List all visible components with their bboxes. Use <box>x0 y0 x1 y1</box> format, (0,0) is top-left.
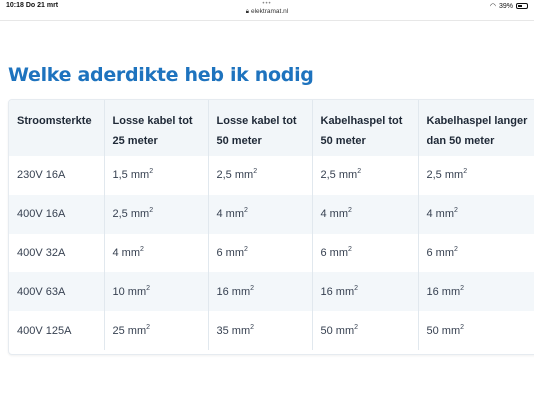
cell-value: 10 mm <box>112 285 147 298</box>
unit-superscript: 2 <box>460 323 465 331</box>
table-row <box>9 272 534 311</box>
cell-value: 4 mm <box>216 208 244 221</box>
unit-superscript: 2 <box>354 323 359 331</box>
toolbar-divider <box>0 20 534 21</box>
cell-value: 400V 125A <box>17 324 72 337</box>
cell-value: 6 mm <box>426 246 454 259</box>
cell-value: 35 mm <box>216 324 251 337</box>
unit-superscript: 2 <box>463 168 468 176</box>
cell-value: 16 mm <box>426 285 461 298</box>
header-current: Stroomsterkte <box>9 100 104 156</box>
cell-value: 16 mm <box>320 285 355 298</box>
battery-percent: 39% <box>498 2 513 10</box>
unit-superscript: 2 <box>454 207 458 215</box>
address-bar[interactable] <box>0 0 534 20</box>
wire-size-cell <box>312 272 418 311</box>
cell-value: 16 mm <box>216 285 251 298</box>
wire-size-cell <box>418 234 534 273</box>
cell-value: 2,5 mm <box>112 208 150 221</box>
current-cell <box>9 156 104 195</box>
wifi-icon: ◠ <box>489 3 496 10</box>
current-cell <box>9 272 104 311</box>
current-cell <box>9 311 104 350</box>
wire-size-table <box>8 99 534 355</box>
unit-superscript: 2 <box>250 284 255 292</box>
url-field[interactable] <box>0 8 534 16</box>
wire-size-cell <box>208 234 312 273</box>
unit-superscript: 2 <box>253 168 258 176</box>
wire-size-cell <box>104 272 208 311</box>
unit-superscript: 2 <box>357 168 362 176</box>
wire-size-cell <box>418 156 534 195</box>
header-loose-50: Losse kabel tot 50 meter <box>208 100 312 156</box>
cell-value: 2,5 mm <box>320 169 358 182</box>
table-row <box>9 234 534 273</box>
unit-superscript: 2 <box>149 168 154 176</box>
cell-value: 400V 16A <box>17 208 66 221</box>
wire-size-cell <box>208 311 312 350</box>
cell-value: 2,5 mm <box>216 169 254 182</box>
unit-superscript: 2 <box>146 284 151 292</box>
wire-size-grid <box>9 100 534 350</box>
lock-icon: 🔒︎ <box>245 9 249 15</box>
wire-size-cell <box>208 272 312 311</box>
unit-superscript: 2 <box>454 245 458 253</box>
wire-size-cell <box>104 156 208 195</box>
tab-dots-icon[interactable]: ••• <box>262 1 272 7</box>
cell-value: 50 mm <box>426 324 461 337</box>
unit-superscript: 2 <box>354 284 359 292</box>
table-header-row <box>9 100 534 156</box>
cell-value: 4 mm <box>426 208 454 221</box>
wire-size-cell <box>104 311 208 350</box>
unit-superscript: 2 <box>140 245 144 253</box>
cell-value: 230V 16A <box>17 169 66 182</box>
wire-size-cell <box>208 195 312 234</box>
page-heading: Welke aderdikte heb ik nodig <box>8 64 314 86</box>
table-row <box>9 311 534 350</box>
unit-superscript: 2 <box>146 323 151 331</box>
cell-value: 4 mm <box>320 208 348 221</box>
wire-size-cell <box>208 156 312 195</box>
cell-value: 6 mm <box>216 246 244 259</box>
cell-value: 400V 32A <box>17 246 66 259</box>
current-cell <box>9 195 104 234</box>
wire-size-cell <box>418 195 534 234</box>
wire-size-cell <box>418 272 534 311</box>
unit-superscript: 2 <box>250 323 255 331</box>
cell-value: 1,5 mm <box>112 169 150 182</box>
wire-size-cell <box>104 234 208 273</box>
cell-value: 25 mm <box>112 324 147 337</box>
current-cell <box>9 234 104 273</box>
wire-size-cell <box>312 311 418 350</box>
wire-size-cell <box>312 234 418 273</box>
unit-superscript: 2 <box>244 245 248 253</box>
table-row <box>9 156 534 195</box>
table-row <box>9 195 534 234</box>
header-reel-50: Kabelhaspel tot 50 meter <box>312 100 418 156</box>
table-body <box>9 156 534 350</box>
status-time-date: 10:18 Do 21 mrt <box>6 2 59 9</box>
url-text: elektramat.nl <box>250 8 289 15</box>
cell-value: 50 mm <box>320 324 355 337</box>
unit-superscript: 2 <box>348 245 352 253</box>
wire-size-cell <box>418 311 534 350</box>
header-reel-over-50: Kabelhaspel langer dan 50 meter <box>418 100 534 156</box>
wire-size-cell <box>312 195 418 234</box>
unit-superscript: 2 <box>149 207 154 215</box>
unit-superscript: 2 <box>244 207 248 215</box>
cell-value: 6 mm <box>320 246 348 259</box>
header-loose-25: Losse kabel tot 25 meter <box>104 100 208 156</box>
wire-size-cell <box>104 195 208 234</box>
unit-superscript: 2 <box>460 284 465 292</box>
unit-superscript: 2 <box>348 207 352 215</box>
wire-size-cell <box>312 156 418 195</box>
cell-value: 2,5 mm <box>426 169 464 182</box>
cell-value: 4 mm <box>112 246 140 259</box>
cell-value: 400V 63A <box>17 285 66 298</box>
